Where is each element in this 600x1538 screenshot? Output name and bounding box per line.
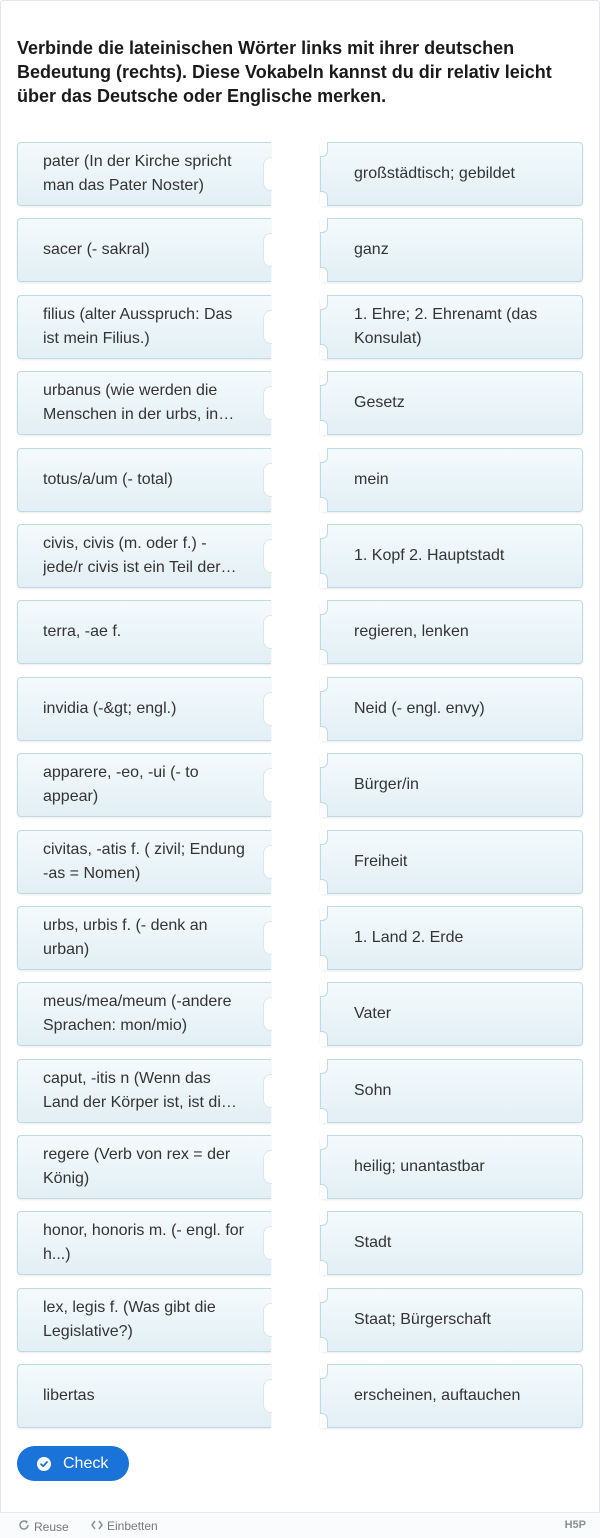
embed-button[interactable] — [91, 1519, 158, 1533]
latin-term-text: caput, -itis n (Wenn das Land der Körper ist, ist di… — [43, 1069, 237, 1111]
german-meaning-text: 1. Land 2. Erde — [354, 928, 464, 946]
german-meaning-text: mein — [354, 470, 389, 488]
reuse-icon — [18, 1519, 30, 1534]
latin-term-text: urbs, urbis f. (- denk an urban) — [43, 916, 208, 958]
german-meaning-text: 1. Kopf 2. Hauptstadt — [354, 546, 505, 564]
german-meaning-dropzone[interactable] — [320, 1211, 583, 1275]
latin-term-draggable[interactable] — [17, 371, 271, 435]
german-meaning-text: Neid (- engl. envy) — [354, 699, 485, 717]
match-row — [0, 142, 600, 218]
german-meaning-text: Bürger/in — [354, 776, 419, 794]
match-row — [0, 295, 600, 371]
latin-term-draggable[interactable] — [17, 677, 271, 741]
latin-term-draggable[interactable] — [17, 1059, 271, 1123]
german-meaning-dropzone[interactable] — [320, 1288, 583, 1352]
latin-term-draggable[interactable] — [17, 1135, 271, 1199]
match-row — [0, 677, 600, 753]
latin-term-text: regere (Verb von rex = der König) — [43, 1146, 231, 1188]
german-meaning-dropzone[interactable] — [320, 600, 583, 664]
match-row — [0, 600, 600, 676]
german-meaning-text: Sohn — [354, 1081, 392, 1099]
latin-term-draggable[interactable] — [17, 1288, 271, 1352]
german-meaning-dropzone[interactable] — [320, 906, 583, 970]
german-meaning-text: Freiheit — [354, 852, 408, 870]
match-row — [0, 1059, 600, 1135]
match-row — [0, 371, 600, 447]
german-meaning-dropzone[interactable] — [320, 982, 583, 1046]
match-row — [0, 830, 600, 906]
task-description: Verbinde die lateinischen Wörter links mit ihrer deutschen Bedeutung (rechts). Diese Vokabeln kannst du dir relativ leicht über das Deutsche oder Englische merken. — [17, 38, 552, 106]
latin-term-draggable[interactable] — [17, 524, 271, 588]
german-meaning-dropzone[interactable] — [320, 448, 583, 512]
german-meaning-text: großstädtisch; gebildet — [354, 165, 515, 182]
latin-term-draggable[interactable] — [17, 295, 271, 359]
match-row — [0, 1135, 600, 1211]
match-row — [0, 982, 600, 1058]
german-meaning-text: Vater — [354, 1005, 392, 1023]
german-meaning-dropzone[interactable] — [320, 142, 583, 206]
check-circle-icon — [37, 1457, 51, 1471]
match-row — [0, 906, 600, 982]
latin-term-draggable[interactable] — [17, 600, 271, 664]
german-meaning-dropzone[interactable] — [320, 1059, 583, 1123]
check-button[interactable] — [17, 1446, 129, 1481]
match-row — [0, 524, 600, 600]
latin-term-text: terra, -ae f. — [43, 623, 122, 641]
latin-term-text: pater (In der Kirche spricht man das Pater Noster) — [43, 153, 232, 194]
german-meaning-text: Stadt — [354, 1234, 392, 1252]
embed-label: Einbetten — [107, 1519, 158, 1533]
latin-term-text: civitas, -atis f. ( zivil; Endung -as = Nomen) — [43, 840, 245, 882]
match-row — [0, 448, 600, 524]
latin-term-draggable[interactable] — [17, 753, 271, 817]
latin-term-text: filius (alter Ausspruch: Das ist mein Filius.) — [43, 305, 233, 347]
latin-term-text: totus/a/um (- total) — [43, 470, 173, 488]
latin-term-draggable[interactable] — [17, 1211, 271, 1275]
latin-term-draggable[interactable] — [17, 448, 271, 512]
german-meaning-dropzone[interactable] — [320, 371, 583, 435]
latin-term-text: lex, legis f. (Was gibt die Legislative?) — [43, 1298, 216, 1340]
latin-term-draggable[interactable] — [17, 830, 271, 894]
german-meaning-text: regieren, lenken — [354, 623, 469, 641]
latin-term-text: sacer (- sakral) — [43, 241, 150, 259]
check-button-label: Check — [63, 1454, 109, 1472]
latin-term-text: honor, honoris m. (- engl. for h...) — [43, 1222, 244, 1264]
german-meaning-text: Gesetz — [354, 394, 405, 412]
latin-term-draggable[interactable] — [17, 906, 271, 970]
german-meaning-dropzone[interactable] — [320, 830, 583, 894]
german-meaning-dropzone[interactable] — [320, 677, 583, 741]
match-row — [0, 753, 600, 829]
german-meaning-text: ganz — [354, 241, 389, 259]
german-meaning-dropzone[interactable] — [320, 524, 583, 588]
latin-term-draggable[interactable] — [17, 982, 271, 1046]
h5p-logo: H5P — [564, 1519, 586, 1531]
latin-term-draggable[interactable] — [17, 1364, 271, 1428]
reuse-button[interactable] — [18, 1519, 69, 1534]
latin-term-text: libertas — [43, 1387, 95, 1405]
match-row — [0, 1288, 600, 1364]
footer-bar — [0, 1512, 600, 1538]
german-meaning-dropzone[interactable] — [320, 753, 583, 817]
german-meaning-text: 1. Ehre; 2. Ehrenamt (das Konsulat) — [354, 305, 538, 347]
german-meaning-dropzone[interactable] — [320, 218, 583, 282]
code-icon — [91, 1519, 103, 1533]
german-meaning-text: erscheinen, auftauchen — [354, 1387, 521, 1405]
latin-term-draggable[interactable] — [17, 142, 271, 206]
reuse-label: Reuse — [34, 1519, 69, 1534]
latin-term-draggable[interactable] — [17, 218, 271, 282]
match-row — [0, 1364, 600, 1440]
german-meaning-dropzone[interactable] — [320, 1364, 583, 1428]
german-meaning-dropzone[interactable] — [320, 1135, 583, 1199]
drag-text-board — [0, 142, 600, 1441]
match-row — [0, 1211, 600, 1287]
latin-term-text: invidia (-&gt; engl.) — [43, 699, 177, 717]
german-meaning-text: heilig; unantastbar — [354, 1158, 485, 1176]
german-meaning-text: Staat; Bürgerschaft — [354, 1310, 491, 1328]
latin-term-text: apparere, -eo, -ui (- to appear) — [43, 764, 199, 806]
latin-term-text: urbanus (wie werden die Menschen in der urbs, in… — [43, 382, 235, 424]
match-row — [0, 218, 600, 294]
latin-term-text: civis, civis (m. oder f.) - jede/r civis ist ein Teil der… — [43, 534, 237, 576]
german-meaning-dropzone[interactable] — [320, 295, 583, 359]
latin-term-text: meus/mea/meum (-andere Sprachen: mon/mio) — [43, 993, 232, 1035]
